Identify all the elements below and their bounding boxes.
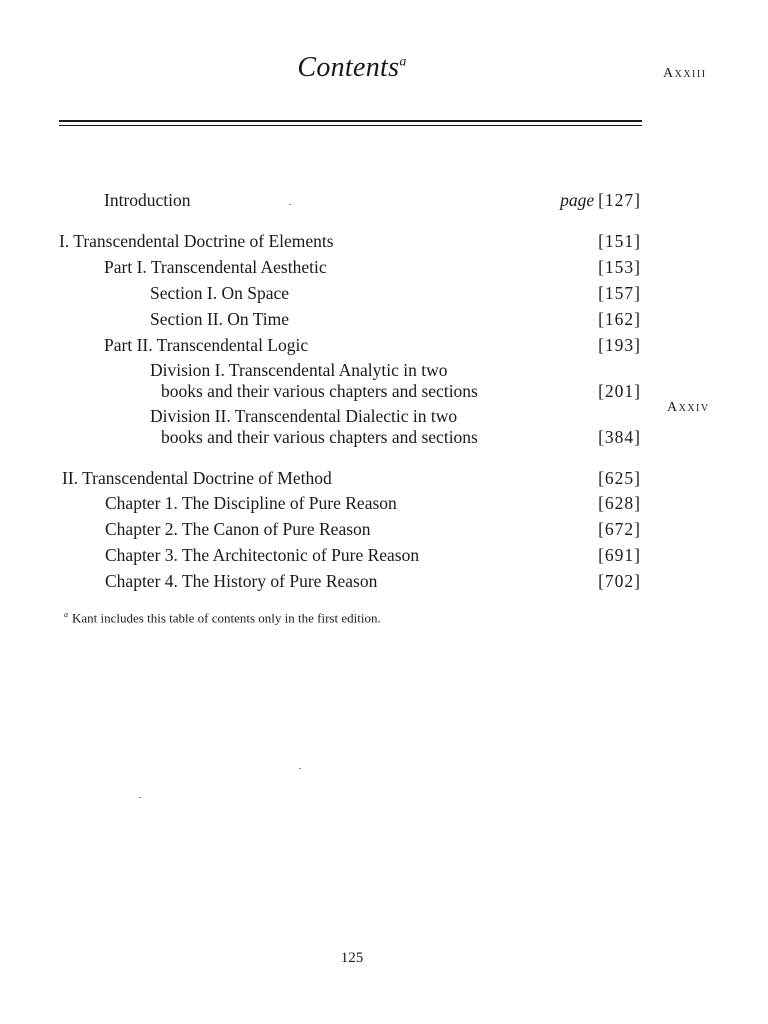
toc-entry-title: Chapter 1. The Discipline of Pure Reason	[105, 493, 397, 513]
toc-entry-title: I. Transcendental Doctrine of Elements	[59, 231, 334, 251]
toc-entry-title: Part II. Transcendental Logic	[104, 335, 309, 355]
toc-entry-page: [201]	[598, 381, 641, 401]
toc-entry-page: [157]	[598, 283, 641, 303]
toc-entry-title: Chapter 4. The History of Pure Reason	[105, 571, 378, 591]
toc-entry-title: Section I. On Space	[150, 283, 289, 303]
toc-entry-page: [153]	[598, 257, 641, 277]
toc-entry-title: Division I. Transcendental Analytic in two	[150, 360, 448, 380]
toc-entry-page: [151]	[598, 231, 641, 251]
scan-speck	[289, 204, 291, 205]
toc-entry-page: [702]	[598, 571, 641, 591]
toc-entry-page: [625]	[598, 468, 641, 488]
toc-entry-page: [691]	[598, 545, 641, 565]
header-rule	[59, 120, 642, 122]
header-rule-thin	[59, 125, 642, 126]
toc-entry-title-continuation: books and their various chapters and sections	[161, 381, 478, 401]
page-number: 125	[340, 950, 364, 966]
toc-entry-title: II. Transcendental Doctrine of Method	[62, 468, 332, 488]
margin-reference: Axxiv	[667, 400, 710, 415]
page-title: Contents$^a$	[297, 52, 407, 83]
toc-entry-page: [628]	[598, 493, 641, 513]
toc-entry-page: [384]	[598, 427, 641, 447]
toc-entry-title: Division II. Transcendental Dialectic in two	[150, 406, 458, 426]
footnote-marker: a	[399, 54, 407, 70]
toc-entry-title-continuation: books and their various chapters and sections	[161, 427, 478, 447]
scan-speck	[139, 797, 141, 798]
toc-entry-page: [672]	[598, 519, 641, 539]
toc-entry-page: [162]	[598, 309, 641, 329]
toc-entry-title: Introduction	[104, 190, 191, 210]
toc-entry-title: Chapter 3. The Architectonic of Pure Reason	[105, 545, 420, 565]
toc-entry-title: Chapter 2. The Canon of Pure Reason	[105, 519, 371, 539]
toc-entry-page: [193]	[598, 335, 641, 355]
toc-entry-page: page [127]	[560, 190, 641, 210]
footnote-text: Kant includes this table of contents only in the first edition.	[72, 610, 381, 626]
margin-reference: Axxiii	[663, 66, 707, 81]
footnote-marker: a	[64, 610, 68, 619]
toc-entry-title: Section II. On Time	[150, 309, 290, 329]
toc-entry-title: Part I. Transcendental Aesthetic	[104, 257, 327, 277]
footnote	[64, 610, 381, 626]
scan-speck	[299, 768, 301, 769]
